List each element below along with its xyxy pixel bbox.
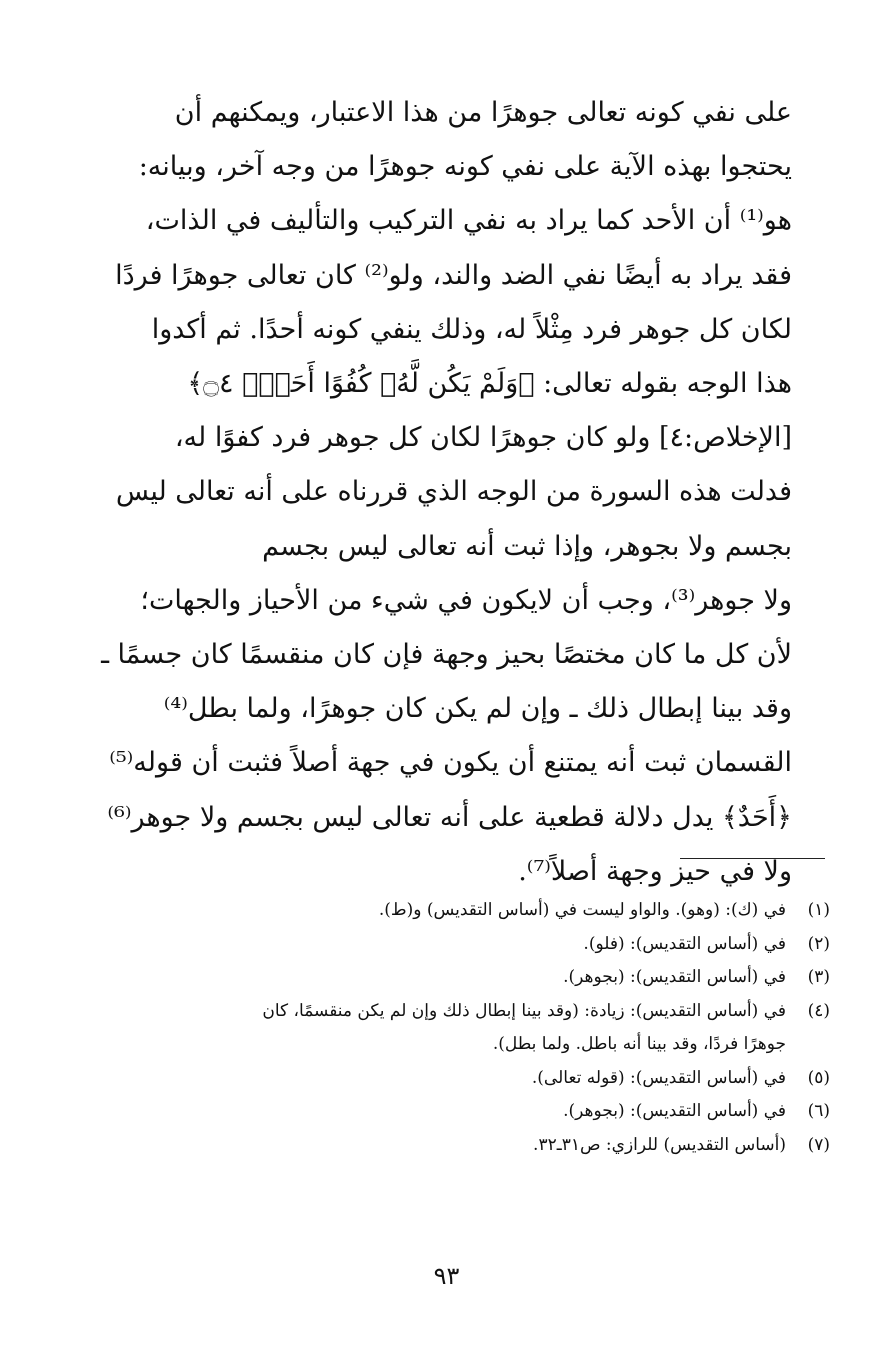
text-line-4: فقد يراد به أيضًا نفي الضد والند، ولو⁽²⁾ كان تعالى جوهرًا فردًا <box>115 259 792 291</box>
footnote <box>150 1095 830 1129</box>
text-line-3: هو⁽¹⁾ أن الأحد كما يراد به نفي التركيب والتأليف في الذات، <box>145 205 792 237</box>
footnote-number: (٤) <box>807 1000 830 1021</box>
footnote-text-line: في (أساس التقديس): (بجوهر). <box>563 967 786 987</box>
footnote-text-line: في (أساس التقديس): زيادة: (وقد بينا إبطال ذلك وإن لم يكن منقسمًا، كان <box>262 1000 786 1021</box>
footnote-text-line: في (ك): (وهو). والواو ليست في (أساس التقديس) و(ط). <box>378 900 786 920</box>
footnote-text <box>150 1095 786 1129</box>
footnote-text <box>150 894 786 928</box>
main-text-block <box>101 86 792 899</box>
footnote <box>150 1129 830 1163</box>
text-line-14: ﴿أَحَدٌ﴾ يدل دلالة قطعية على أنه تعالى ليس بجسم ولا جوهر⁽⁶⁾ <box>107 801 792 833</box>
text-line-2: يحتجوا بهذه الآية على نفي كونه جوهرًا من وجه آخر، وبيانه: <box>138 151 792 183</box>
footnote-separator <box>680 858 825 859</box>
footnote <box>150 961 830 995</box>
footnote-text <box>150 1062 786 1096</box>
footnote-text <box>150 995 786 1062</box>
text-line-5: لكان كل جوهر فرد مِثْلاً له، وذلك ينفي كونه أحدًا. ثم أكدوا <box>151 313 792 345</box>
footnote-number: (٢) <box>807 933 830 954</box>
text-line-10: ولا جوهر⁽³⁾، وجب أن لايكون في شيء من الأحياز والجهات؛ <box>140 584 792 616</box>
footnote-text-line: في (أساس التقديس): (فلو). <box>583 933 786 954</box>
footnote-number: (٥) <box>807 1067 830 1088</box>
text-line-1: على نفي كونه تعالى جوهرًا من هذا الاعتبار، ويمكنهم أن <box>174 97 792 128</box>
text-line-13: القسمان ثبت أنه يمتنع أن يكون في جهة أصلاً فثبت أن قوله⁽⁵⁾ <box>109 747 792 779</box>
text-line-7: [الإخلاص:٤] ولو كان جوهرًا لكان كل جوهر فرد كفوًا له، <box>174 422 792 454</box>
text-line-11: لأن كل ما كان مختصًا بحيز وجهة فإن كان منقسمًا كان جسمًا ـ <box>101 639 792 671</box>
footnote-text <box>150 928 786 962</box>
footnote-text <box>150 1129 786 1163</box>
footnote-text-line: جوهرًا فردًا، وقد بينا أنه باطل. ولما بطل). <box>492 1034 786 1054</box>
footnote-text-line: في (أساس التقديس): (قوله تعالى). <box>531 1067 786 1088</box>
footnote-number: (٧) <box>807 1134 830 1155</box>
footnote <box>150 1062 830 1096</box>
text-line-15: ولا في حيز وجهة أصلاً⁽⁷⁾. <box>518 855 792 887</box>
footnote-text-line: في (أساس التقديس): (بجوهر). <box>563 1101 786 1121</box>
footnote-number: (٦) <box>807 1101 830 1121</box>
page-number: ٩٣ <box>433 1262 460 1290</box>
footnote <box>150 894 830 928</box>
footnotes-block <box>150 894 830 1162</box>
footnote-number: (٣) <box>807 967 830 987</box>
text-line-6: هذا الوجه بقوله تعالى: ﴿وَلَمْ يَكُن لَّهُۥ كُفُوًا أَحَدٌۢ ۝٤﴾ <box>187 368 792 400</box>
footnote-number: (١) <box>807 900 830 920</box>
text-line-9: بجسم ولا بجوهر، وإذا ثبت أنه تعالى ليس بجسم <box>262 530 792 562</box>
text-line-12: وقد بينا إبطال ذلك ـ وإن لم يكن كان جوهرًا، ولما بطل⁽⁴⁾ <box>163 693 792 725</box>
footnote <box>150 928 830 962</box>
footnote <box>150 995 830 1062</box>
footnote-text <box>150 961 786 995</box>
text-line-8: فدلت هذه السورة من الوجه الذي قررناه على أنه تعالى ليس <box>115 476 792 508</box>
footnote-text-line: (أساس التقديس) للرازي: ص٣١ـ٣٢. <box>533 1134 786 1155</box>
